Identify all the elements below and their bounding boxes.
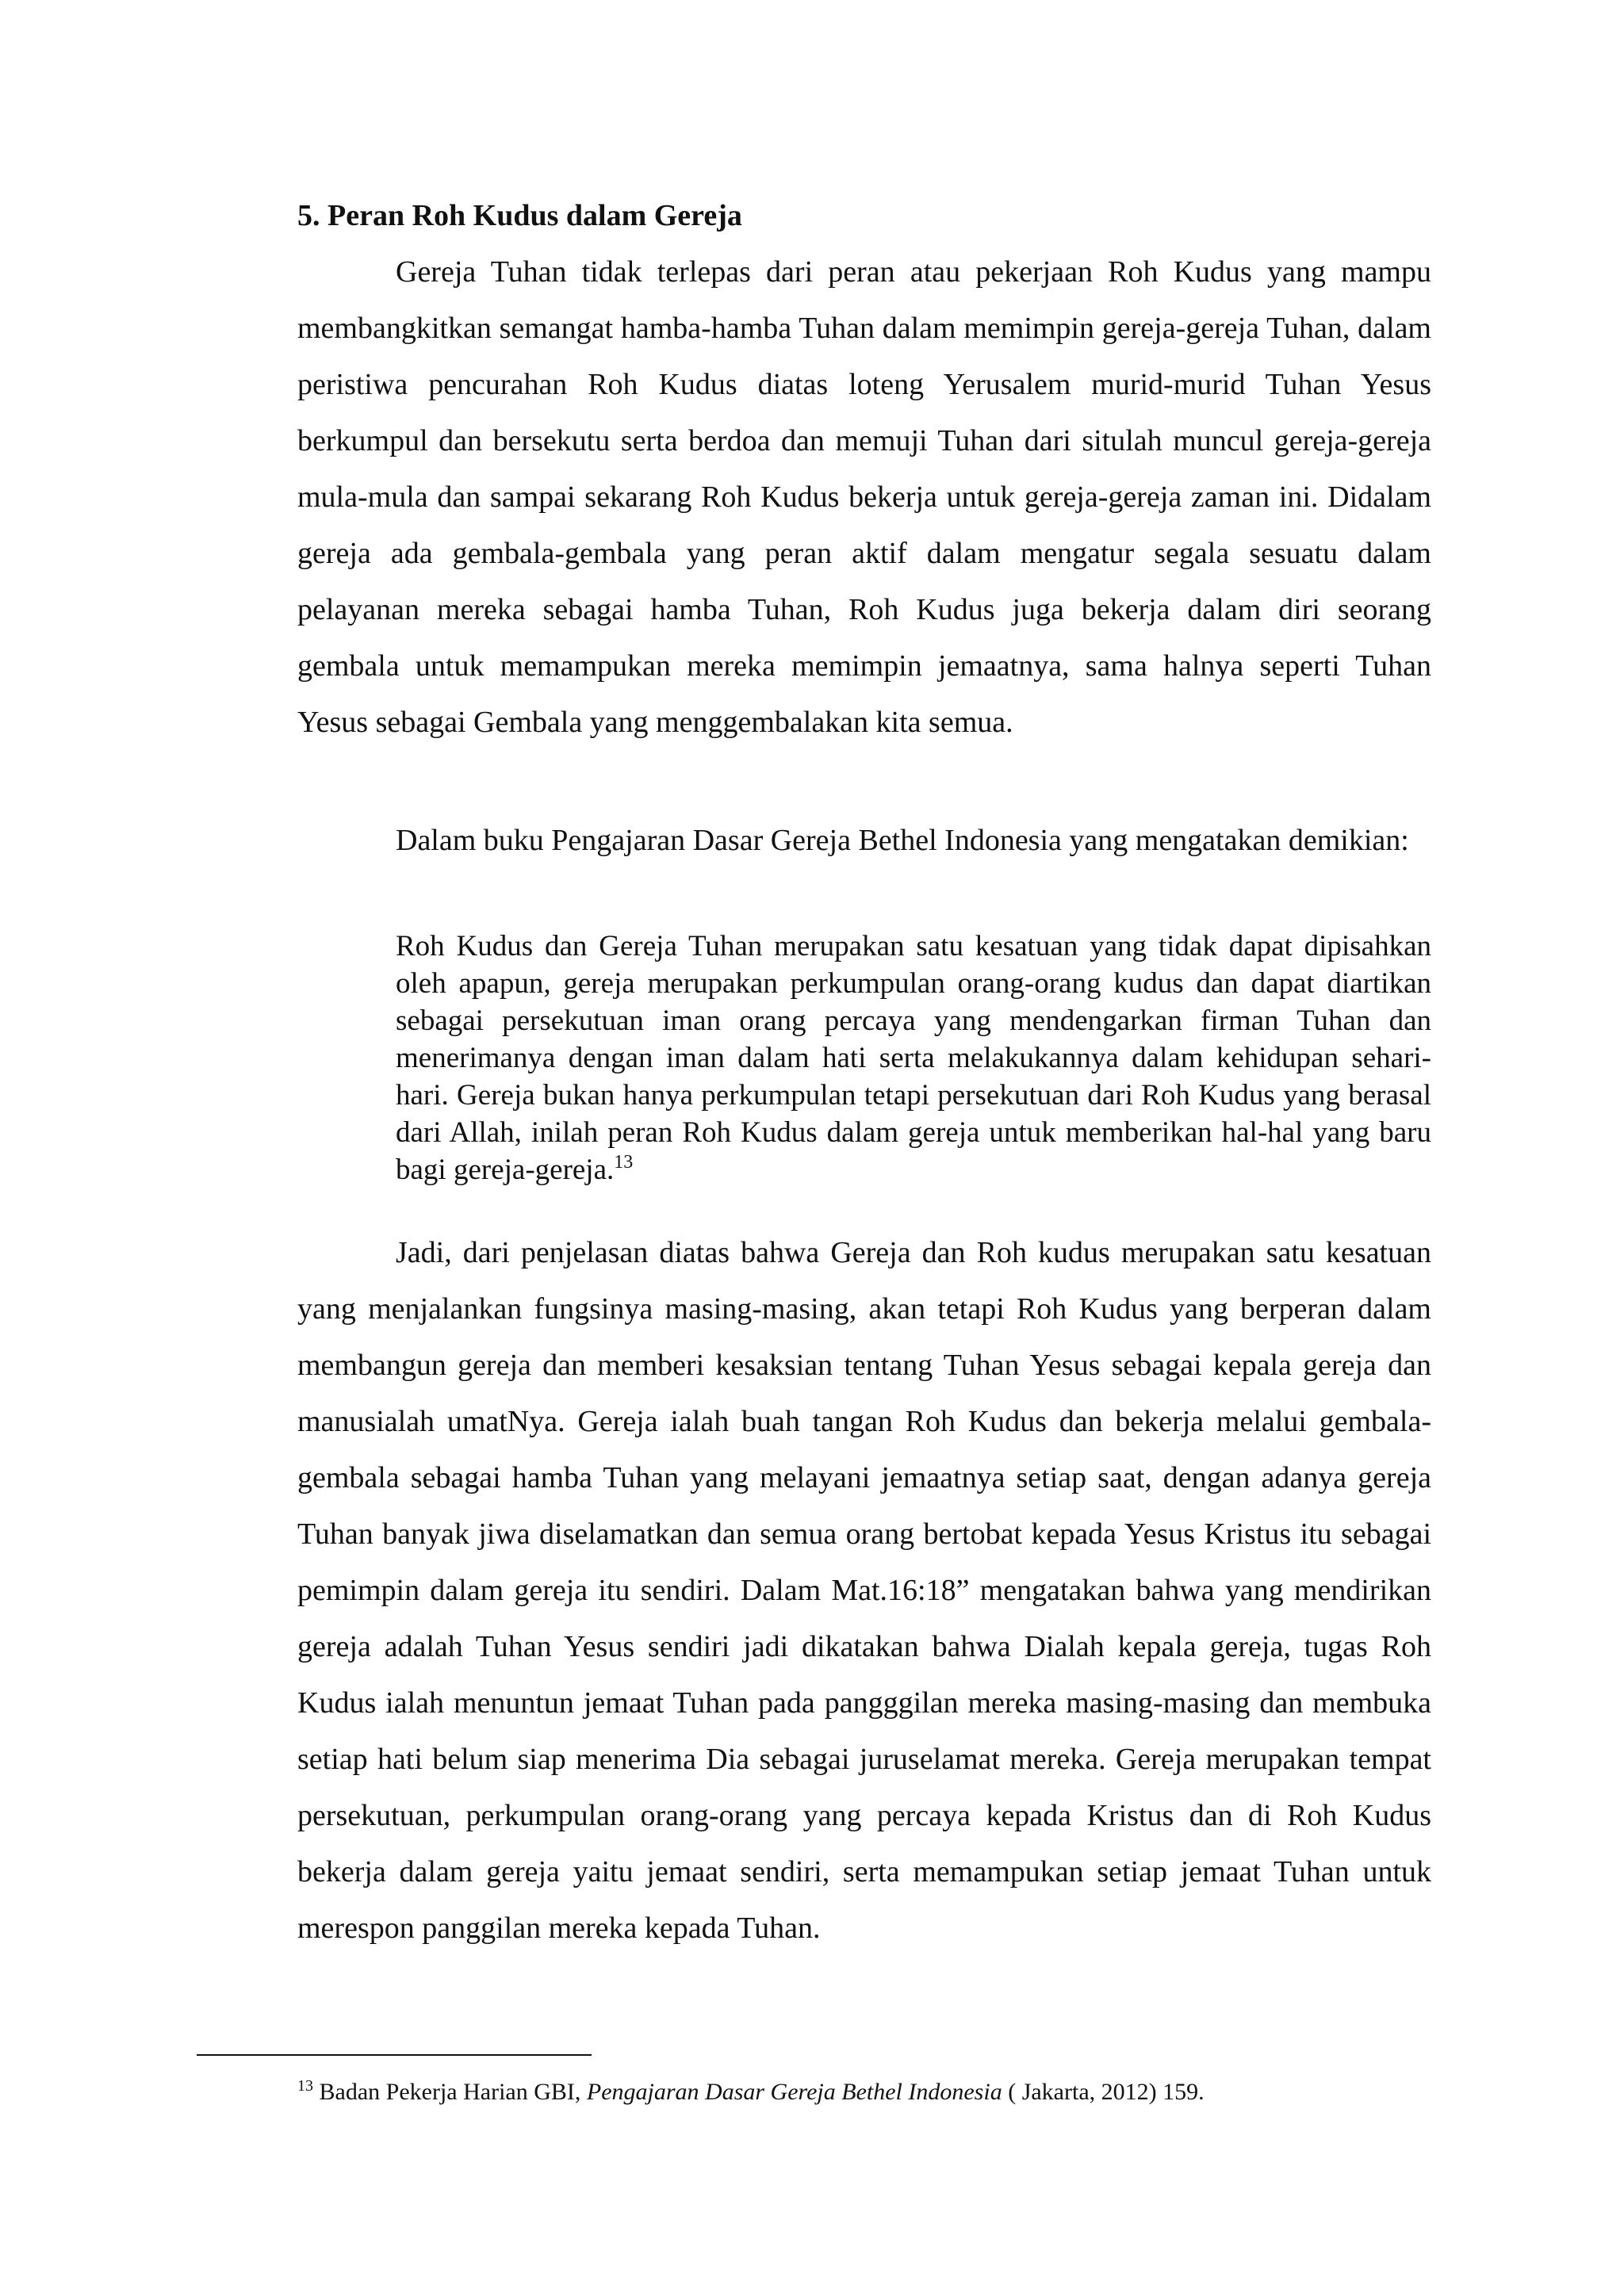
footnote-book-title: Pengajaran Dasar Gereja Bethel Indonesia: [586, 2079, 1002, 2105]
footnote-marker: 13: [297, 2077, 313, 2095]
body-paragraph-2: Dalam buku Pengajaran Dasar Gereja Bethel Indonesia yang mengatakan demikian:: [396, 824, 1409, 857]
footnote-publication: ( Jakarta, 2012) 159.: [1002, 2079, 1205, 2105]
body-paragraph-3: Jadi, dari penjelasan diatas bahwa Gereja dan Roh kudus merupakan satu kesatuan yang menjalankan fungsinya masing-masing, akan tetapi Roh Kudus yang berperan dalam membangun gereja dan memberi kesaksian tentang Tuhan Yesus sebagai kepala gereja dan manusialah umatNya. Gereja ialah buah tangan Roh Kudus dan bekerja melalui gembala-gembala sebagai hamba Tuhan yang melayani jemaatnya setiap saat, dengan adanya gereja Tuhan banyak jiwa diselamatkan dan semua orang bertobat kepada Yesus Kristus itu sebagai pemimpin dalam gereja itu sendiri. Dalam Mat.16:18” mengatakan bahwa yang mendirikan gereja adalah Tuhan Yesus sendiri jadi dikatakan bahwa Dialah kepala gereja, tugas Roh Kudus ialah menuntun jemaat Tuhan pada pangggilan mereka masing-masing dan membuka setiap hati belum siap menerima Dia sebagai juruselamat mereka. Gereja merupakan tempat persekutuan, perkumpulan orang-orang yang percaya kepada Kristus dan di Roh Kudus bekerja dalam gereja yaitu jemaat sendiri, serta memampukan setiap jemaat Tuhan untuk merespon panggilan mereka kepada Tuhan.: [297, 1236, 1431, 1945]
footnote-separator: [197, 2054, 592, 2056]
footnote-author: Badan Pekerja Harian GBI,: [319, 2079, 587, 2105]
block-quote-text: Roh Kudus dan Gereja Tuhan merupakan satu kesatuan yang tidak dapat dipisahkan oleh apapun, gereja merupakan perkumpulan orang-orang kudus dan dapat diartikan sebagai persekutuan iman orang percaya yang mendengarkan firman Tuhan dan menerimanya dengan iman dalam hati serta melakukannya dalam kehidupan sehari-hari. Gereja bukan hanya perkumpulan tetapi persekutuan dari Roh Kudus yang berasal dari Allah, inilah peran Roh Kudus dalam gereja untuk memberikan hal-hal yang baru bagi gereja-gereja.: [396, 930, 1431, 1186]
footnote: [297, 2076, 1205, 2109]
body-paragraph-1: Gereja Tuhan tidak terlepas dari peran atau pekerjaan Roh Kudus yang mampu membangkitkan semangat hamba-hamba Tuhan dalam memimpin gereja-gereja Tuhan, dalam peristiwa pencurahan Roh Kudus diatas loteng Yerusalem murid-murid Tuhan Yesus berkumpul dan bersekutu serta berdoa dan memuji Tuhan dari situlah muncul gereja-gereja mula-mula dan sampai sekarang Roh Kudus bekerja untuk gereja-gereja zaman ini. Didalam gereja ada gembala-gembala yang peran aktif dalam mengatur segala sesuatu dalam pelayanan mereka sebagai hamba Tuhan, Roh Kudus juga bekerja dalam diri seorang gembala untuk memampukan mereka memimpin jemaatnya, sama halnya seperti Tuhan Yesus sebagai Gembala yang menggembalakan kita semua.: [297, 255, 1431, 739]
block-quote: [396, 928, 1431, 1188]
section-heading: 5. Peran Roh Kudus dalam Gereja: [297, 199, 742, 232]
footnote-reference[interactable]: 13: [614, 1152, 634, 1173]
